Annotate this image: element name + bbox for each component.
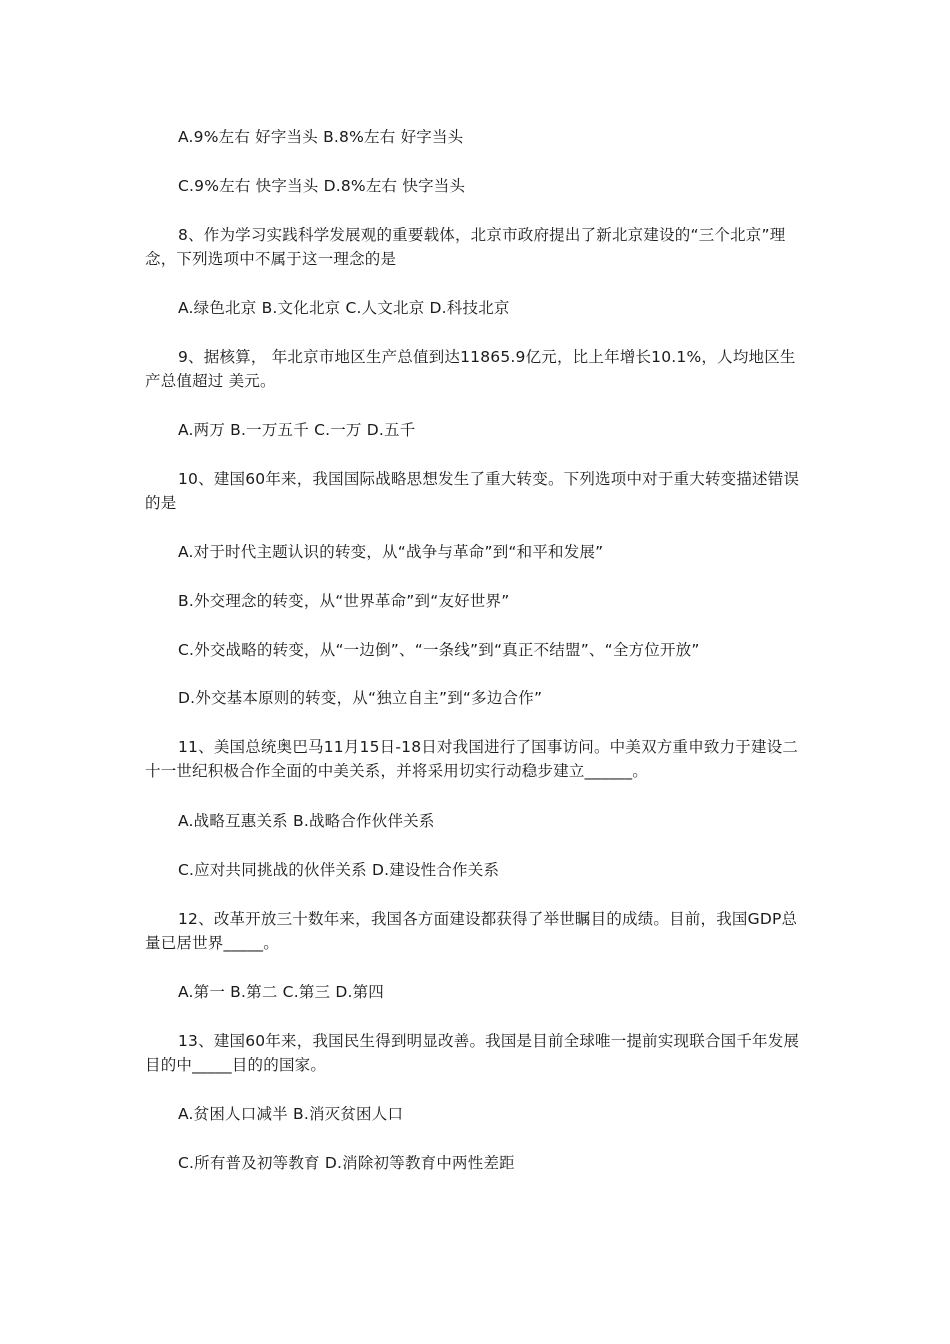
option-line-q7-ab: A.9%左右 好字当头 B.8%左右 好字当头 [178, 128, 464, 146]
option-q10-d: D.外交基本原则的转变，从“独立自主”到“多边合作” [178, 689, 543, 707]
question-10: 10、建国60年来，我国国际战略思想发生了重大转变。下列选项中对于重大转变描述错误的是 [145, 470, 800, 512]
option-q10-c: C.外交战略的转变，从“一边倒”、“一条线”到“真正不结盟”、“全方位开放” [178, 641, 700, 659]
option-line-q11-ab: A.战略互惠关系 B.战略合作伙伴关系 [178, 812, 435, 830]
question-8: 8、作为学习实践科学发展观的重要载体，北京市政府提出了新北京建设的“三个北京”理念，下列选项中不属于这一理念的是 [145, 226, 786, 268]
option-line-q13-cd: C.所有普及初等教育 D.消除初等教育中两性差距 [178, 1154, 515, 1172]
option-line-q11-cd: C.应对共同挑战的伙伴关系 D.建设性合作关系 [178, 861, 500, 879]
option-q10-b: B.外交理念的转变，从“世界革命”到“友好世界” [178, 592, 510, 610]
question-12: 12、改革开放三十数年来，我国各方面建设都获得了举世瞩目的成绩。目前，我国GDP总量已居世界_____。 [145, 910, 798, 952]
option-line-q13-ab: A.贫困人口减半 B.消灭贫困人口 [178, 1105, 404, 1123]
question-9: 9、据核算， 年北京市地区生产总值到达11865.9亿元，比上年增长10.1%，人均地区生产总值超过 美元。 [145, 348, 796, 390]
option-line-q7-cd: C.9%左右 快字当头 D.8%左右 快字当头 [178, 177, 466, 195]
option-line-q9: A.两万 B.一万五千 C.一万 D.五千 [178, 421, 416, 439]
question-13: 13、建国60年来，我国民生得到明显改善。我国是目前全球唯一提前实现联合国千年发展目的中_____目的的国家。 [145, 1032, 800, 1074]
option-line-q12: A.第一 B.第二 C.第三 D.第四 [178, 983, 385, 1001]
option-q10-a: A.对于时代主题认识的转变，从“战争与革命”到“和平和发展” [178, 543, 604, 561]
option-line-q8: A.绿色北京 B.文化北京 C.人文北京 D.科技北京 [178, 299, 510, 317]
question-11: 11、美国总统奥巴马11月15日-18日对我国进行了国事访问。中美双方重申致力于建设二十一世纪积极合作全面的中美关系，并将采用切实行动稳步建立______。 [145, 738, 799, 780]
